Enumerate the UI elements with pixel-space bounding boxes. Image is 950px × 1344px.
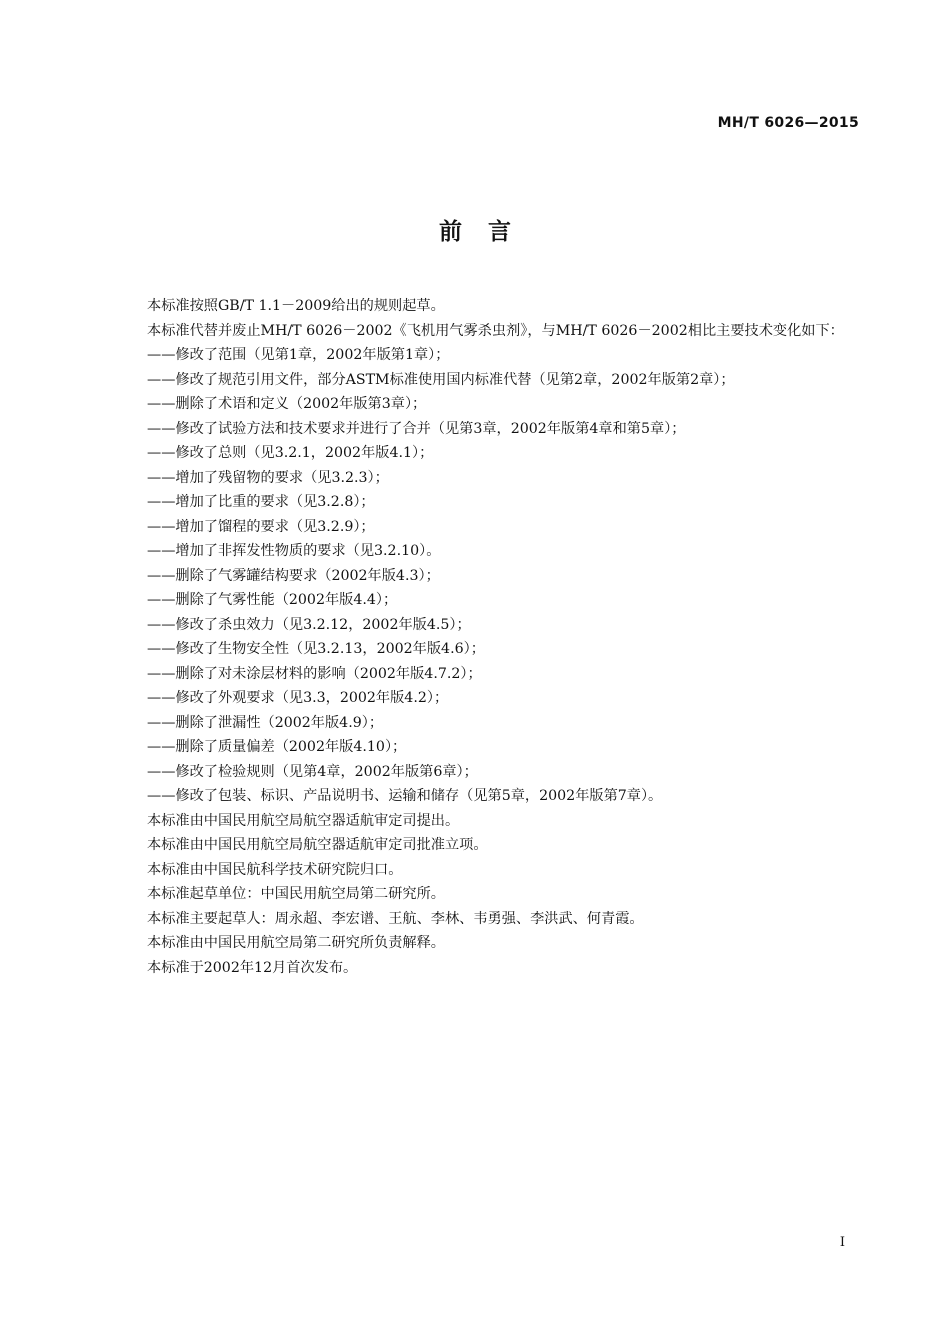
list-item: ——修改了范围（见第1章，2002年版第1章）； — [147, 347, 450, 363]
list-item: ——增加了比重的要求（见3.2.8）； — [147, 494, 375, 510]
paragraph: 本标准由中国民用航空局航空器适航审定司批准立项。 — [147, 837, 488, 853]
list-item: ——修改了外观要求（见3.3，2002年版4.2）； — [147, 690, 449, 706]
list-item: ——修改了规范引用文件，部分ASTM标准使用国内标准代替（见第2章，2002年版第2章）； — [147, 371, 735, 388]
list-item: ——删除了质量偏差（2002年版4.10）； — [147, 739, 407, 755]
list-item: ——删除了气雾罐结构要求（2002年版4.3）； — [147, 567, 440, 584]
list-item: ——删除了气雾性能（2002年版4.4）； — [147, 592, 398, 608]
list-item: ——增加了残留物的要求（见3.2.3）； — [147, 469, 389, 486]
paragraph: 本标准按照GB/T 1.1－2009给出的规则起草。 — [147, 298, 445, 314]
list-item: ——删除了泄漏性（2002年版4.9）； — [147, 714, 384, 731]
list-item: ——修改了杀虫效力（见3.2.12，2002年版4.5）； — [147, 616, 471, 633]
list-item: ——修改了生物安全性（见3.2.13，2002年版4.6）； — [147, 641, 485, 657]
standard-code: MH/T 6026—2015 — [717, 115, 859, 131]
list-item: ——增加了馏程的要求（见3.2.9）； — [147, 518, 375, 535]
list-item: ——修改了包装、标识、产品说明书、运输和储存（见第5章，2002年版第7章）。 — [147, 788, 663, 804]
list-item: ——删除了对未涂层材料的影响（2002年版4.7.2）； — [147, 665, 482, 682]
paragraph: 本标准由中国民用航空局第二研究所负责解释。 — [147, 935, 445, 951]
paragraph: 本标准主要起草人：周永超、李宏谱、王航、李林、韦勇强、李洪武、何青霞。 — [147, 910, 644, 927]
paragraph: 本标准起草单位：中国民用航空局第二研究所。 — [147, 886, 445, 902]
list-item: ——删除了术语和定义（2002年版第3章）； — [147, 396, 427, 412]
page-title: 前言 — [439, 219, 537, 245]
paragraph: 本标准代替并废止MH/T 6026－2002《飞机用气雾杀虫剂》，与MH/T 6026－2002相比主要技术变化如下： — [147, 322, 844, 339]
change-list — [115, 343, 857, 809]
list-item: ——增加了非挥发性物质的要求（见3.2.10）。 — [147, 543, 441, 559]
paragraph: 本标准由中国民用航空局航空器适航审定司提出。 — [147, 812, 460, 829]
list-item: ——修改了检验规则（见第4章，2002年版第6章）； — [147, 763, 478, 780]
document-body — [115, 294, 857, 980]
paragraph: 本标准于2002年12月首次发布。 — [147, 959, 358, 976]
list-item: ——修改了总则（见3.2.1，2002年版4.1）； — [147, 445, 434, 461]
list-item: ——修改了试验方法和技术要求并进行了合并（见第3章，2002年版第4章和第5章）； — [147, 420, 686, 437]
page-number: I — [839, 1235, 845, 1250]
paragraph: 本标准由中国民航科学技术研究院归口。 — [147, 861, 403, 878]
